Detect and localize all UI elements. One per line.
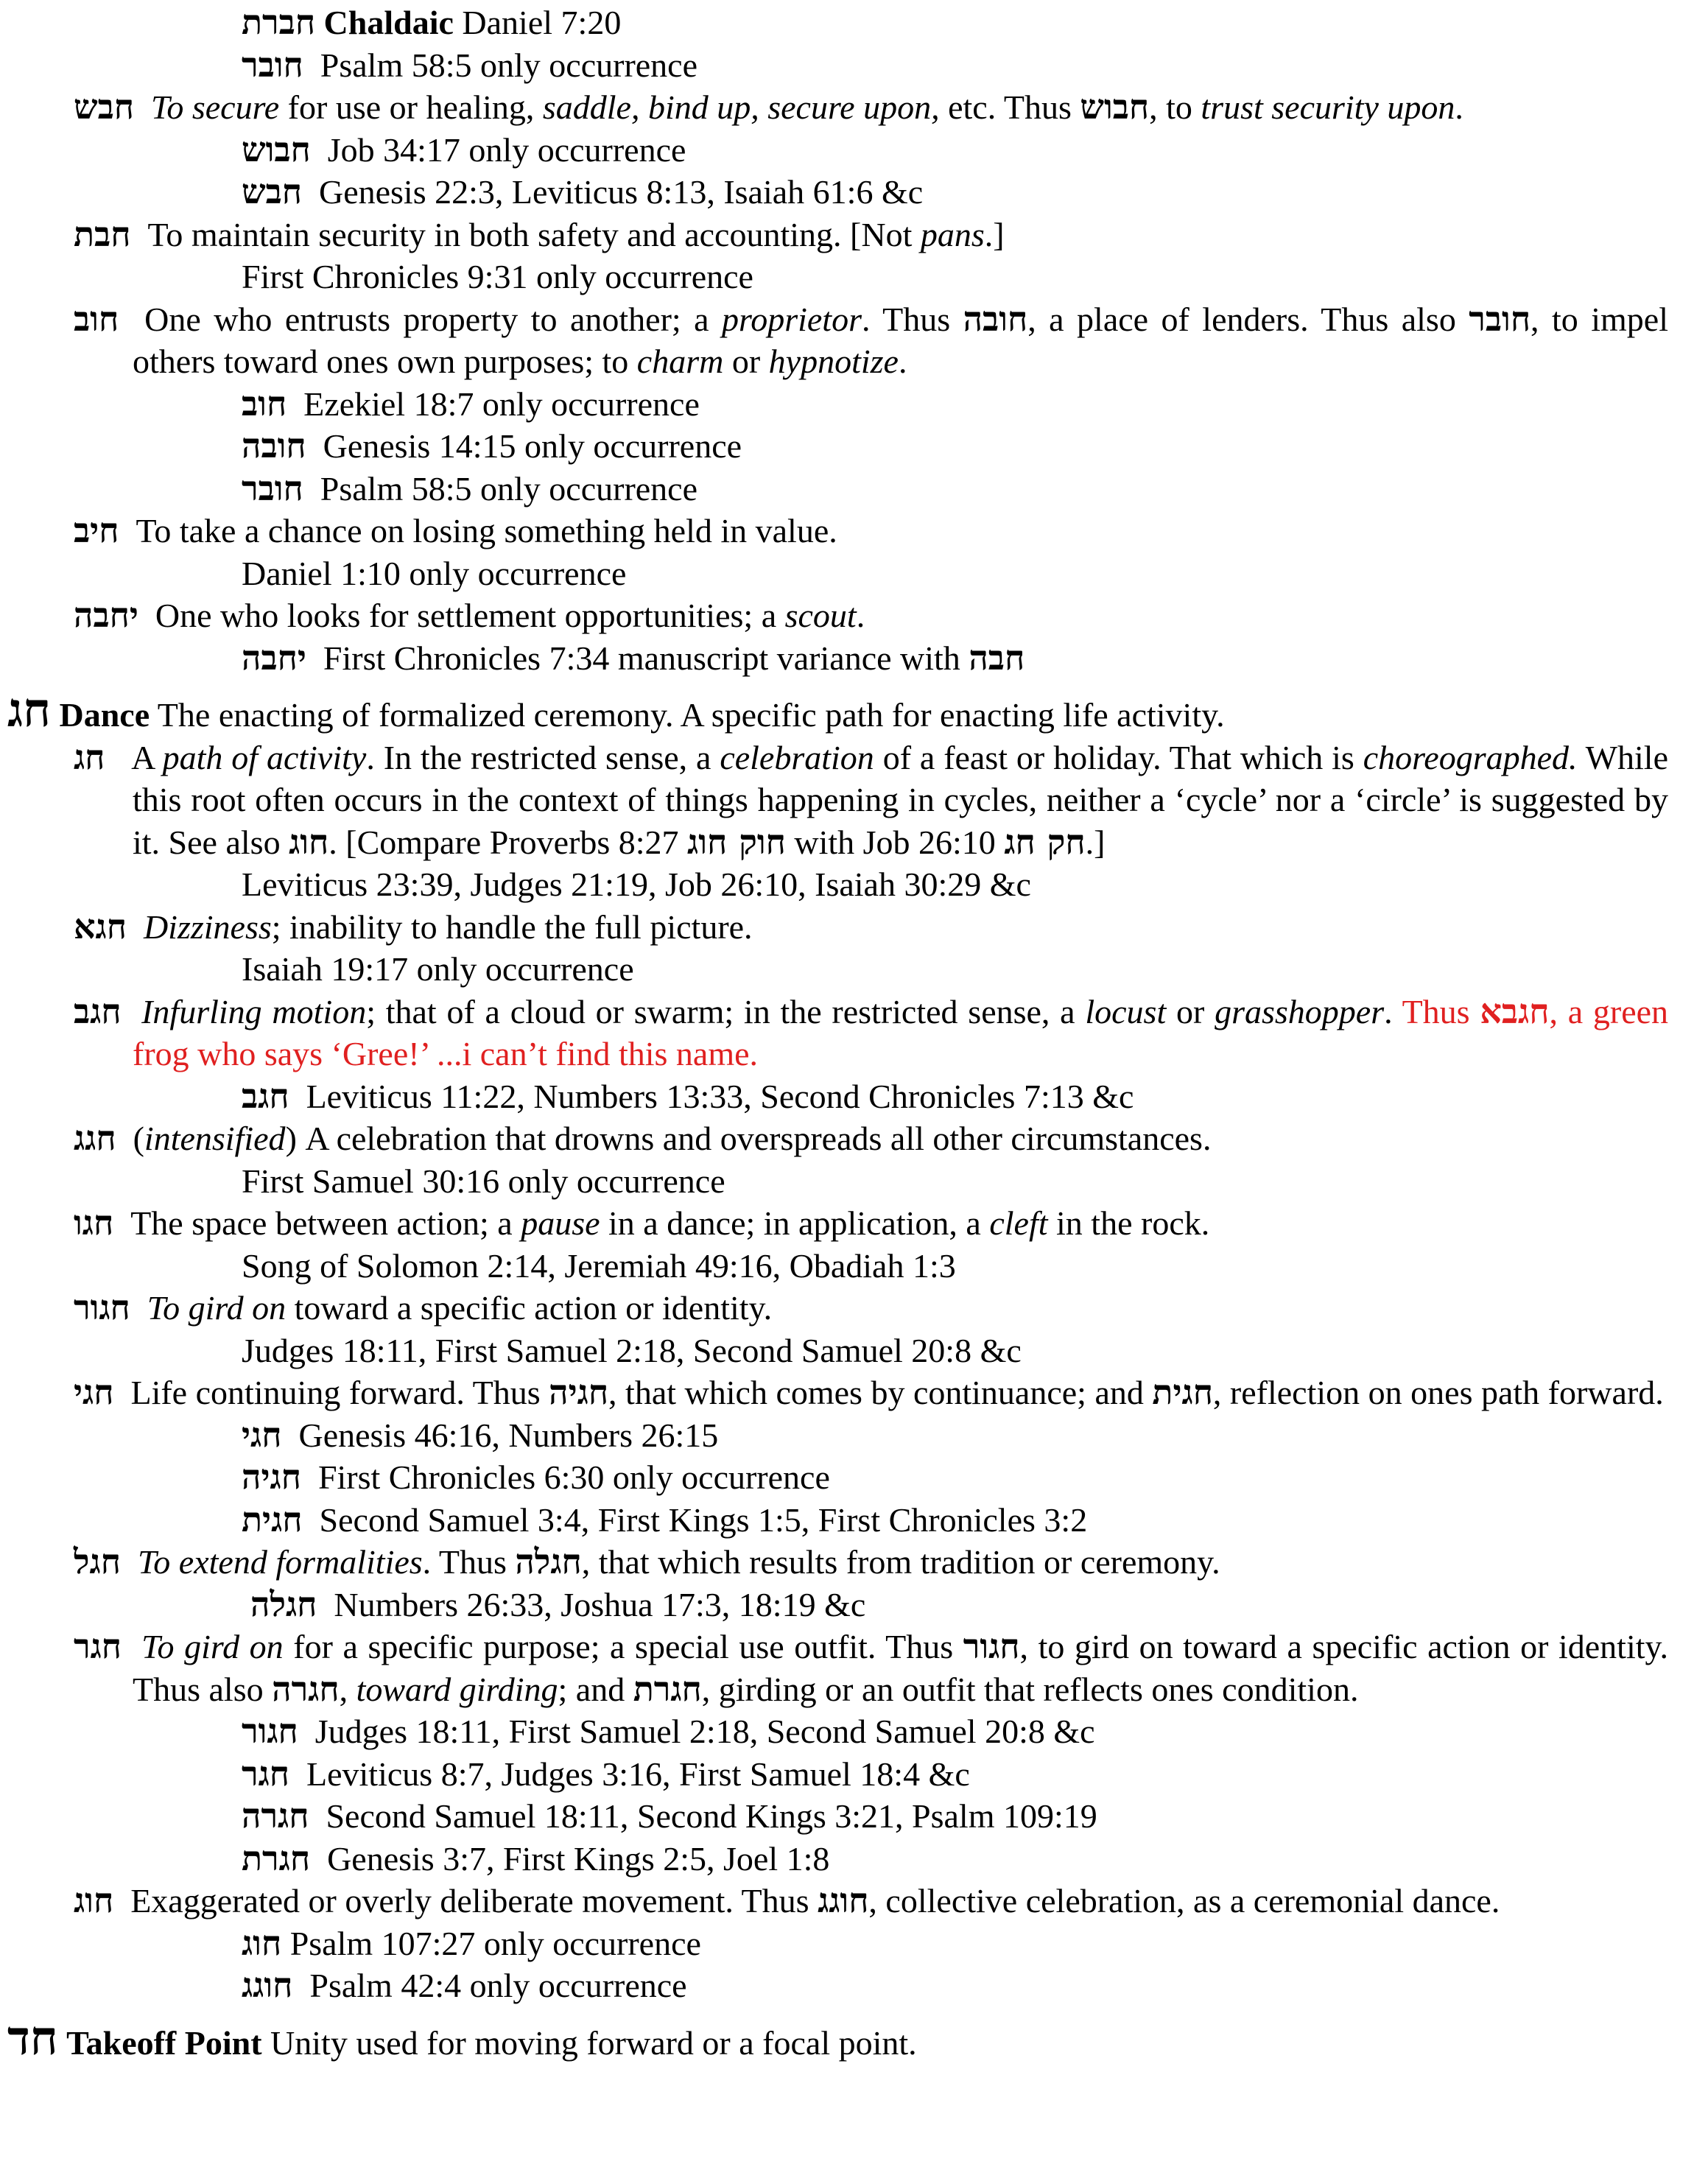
ref-line: חגרה Second Samuel 18:11, Second Kings 3:21, Psalm 109:19 bbox=[242, 1796, 1097, 1836]
ref-line: חוב Ezekiel 18:7 only occurrence bbox=[242, 383, 700, 424]
ref-line: First Chronicles 9:31 only occurrence bbox=[242, 258, 753, 295]
ref-line: חגר Leviticus 8:7, Judges 3:16, First Samuel 18:4 &c bbox=[242, 1753, 970, 1794]
ref-line: חובר Psalm 58:5 only occurrence bbox=[242, 44, 698, 85]
entry-yhbh: יחבה One who looks for settlement opportunities; a scout. bbox=[74, 595, 865, 635]
ref-line: חגב Leviticus 11:22, Numbers 13:33, Second Chronicles 7:13 &c bbox=[242, 1075, 1134, 1116]
editor-note: Thus חגבא, a green frog who says ‘Gree!’ ...i can’t find this name. bbox=[133, 991, 1669, 1072]
ref-line: Leviticus 23:39, Judges 21:19, Job 26:10, Isaiah 30:29 &c bbox=[242, 865, 1031, 903]
entry-hgw: חגו The space between action; a pause in a dance; in application, a cleft in the rock. bbox=[74, 1203, 1210, 1243]
ref-line: חגרת Genesis 3:7, First Kings 2:5, Joel 1:8 bbox=[242, 1838, 830, 1878]
ref-line: חוג Psalm 107:27 only occurrence bbox=[242, 1922, 701, 1963]
entry-hgl: חגל To extend formalities. Thus חגלה, that which results from tradition or ceremony. bbox=[74, 1542, 1220, 1581]
ref-line: Judges 18:11, First Samuel 2:18, Second Samuel 20:8 &c bbox=[242, 1331, 1022, 1369]
entry-hg: חג A path of activity. In the restricted sense, a celebration of a feast or holiday. That which is choreographed. While this root often occurs in the context of things happening in cycles, neither a ‘cycle’ nor a ‘circle’ is suggested by it. See also חוג. [Compare Proverbs 8:27 חוק חוג with Job 26:10 חק חג.] bbox=[74, 737, 1668, 862]
ref-line: חוגג Psalm 42:4 only occurrence bbox=[242, 1965, 687, 2005]
ref-line: חברת Chaldaic Daniel 7:20 bbox=[242, 2, 622, 42]
entry-hgb: חגב Infurling motion; that of a cloud or swarm; in the restricted sense, a locust or grasshopper. Thus חגבא, a green frog who says ‘Gree!’ ...i can’t find this name. bbox=[74, 991, 1669, 1072]
ref-line: חובר Psalm 58:5 only occurrence bbox=[242, 468, 698, 508]
entry-hbsh: חבש To secure for use or healing, saddle, bind up, secure upon, etc. Thus חבוש, to trust security upon. bbox=[74, 87, 1463, 127]
entry-hib: חיב To take a chance on losing something held in value. bbox=[74, 510, 837, 550]
ref-line: חבוש Job 34:17 only occurrence bbox=[242, 129, 686, 169]
ref-line: חגור Judges 18:11, First Samuel 2:18, Second Samuel 20:8 &c bbox=[242, 1711, 1095, 1751]
entry-hbt: חבת To maintain security in both safety and accounting. [Not pans.] bbox=[74, 214, 1005, 254]
ref-line: חבש Genesis 22:3, Leviticus 8:13, Isaiah 61:6 &c bbox=[242, 172, 924, 211]
entry-hgr: חגר To gird on for a specific purpose; a special use outfit. Thus חגור, to gird on toward a specific action or identity. Thus also חגרה, toward girding; and חגרת, girding or an outfit that reflects ones condition. bbox=[74, 1626, 1669, 1709]
root-heading-hg: חג Dance The enacting of formalized ceremony. A specific path for enacting life activity. bbox=[7, 683, 1225, 738]
entry-hga: חגא Dizziness; inability to handle the full picture. bbox=[74, 906, 753, 946]
ref-line: חגיה First Chronicles 6:30 only occurrence bbox=[242, 1457, 830, 1497]
ref-line: חובה Genesis 14:15 only occurrence bbox=[242, 426, 742, 466]
entry-hub: חוב One who entrusts property to another; a proprietor. Thus חובה, a place of lenders. Thus also חובר, to impel others toward ones own purposes; to charm or hypnotize. bbox=[74, 298, 1669, 380]
ref-line: Daniel 1:10 only occurrence bbox=[242, 554, 627, 592]
entry-hwg: חוג Exaggerated or overly deliberate movement. Thus חוגג, collective celebration, as a ceremonial dance. bbox=[74, 1880, 1500, 1920]
ref-line: Song of Solomon 2:14, Jeremiah 49:16, Obadiah 1:3 bbox=[242, 1246, 956, 1285]
ref-line: יחבה First Chronicles 7:34 manuscript variance with חבה bbox=[242, 637, 1025, 678]
ref-line: חגי Genesis 46:16, Numbers 26:15 bbox=[242, 1414, 719, 1455]
entry-hgy: חגי Life continuing forward. Thus חגיה, that which comes by continuance; and חגית, reflection on ones path forward. bbox=[74, 1372, 1664, 1412]
entry-hgwr: חגור To gird on toward a specific action or identity. bbox=[74, 1288, 773, 1327]
root-heading-hd: חד Takeoff Point Unity used for moving forward or a focal point. bbox=[7, 2010, 917, 2066]
ref-line: חגלה Numbers 26:33, Joshua 17:3, 18:19 &c bbox=[250, 1584, 866, 1624]
ref-line: Isaiah 19:17 only occurrence bbox=[242, 950, 634, 988]
ref-line: חגית Second Samuel 3:4, First Kings 1:5, First Chronicles 3:2 bbox=[242, 1499, 1088, 1539]
entry-hgg: חגג (intensified) A celebration that drowns and overspreads all other circumstances. bbox=[74, 1118, 1212, 1158]
ref-line: First Samuel 30:16 only occurrence bbox=[242, 1162, 725, 1200]
